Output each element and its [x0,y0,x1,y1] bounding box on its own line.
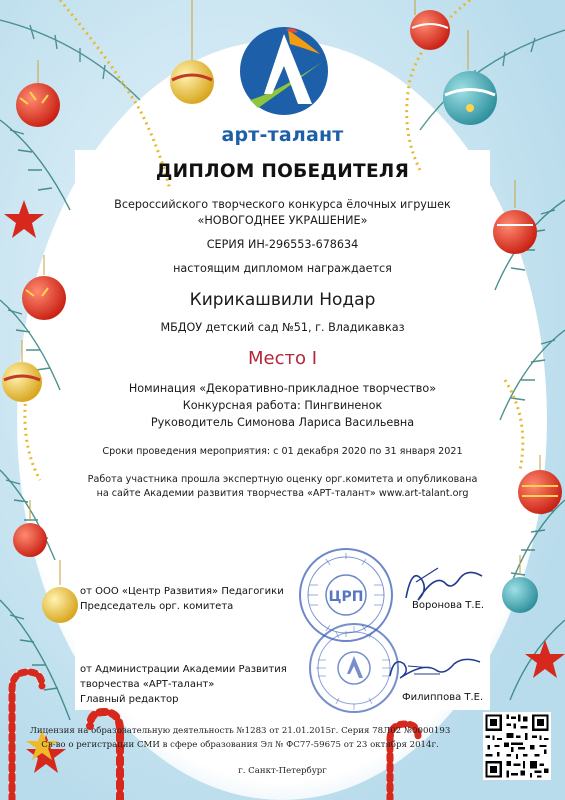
review-line-1: Работа участника прошла экспертную оценку орг.комитета и опубликована [87,474,478,485]
contest-line-2: «НОВОГОДНЕЕ УКРАШЕНИЕ» [197,214,368,227]
signature-org-line: творчества «АРТ-талант» [80,679,215,690]
signatory-name-1: Воронова Т.Е. [412,600,485,611]
qr-code [483,712,551,780]
series-number: СЕРИЯ ИН-296553-678634 [206,238,359,251]
city: г. Санкт-Петербург [238,766,327,776]
signature-org-line: от Администрации Академии Развития [80,664,287,675]
signature-role-line: Главный редактор [80,694,179,705]
review-line-2: на сайте Академии развития творчества «АРТ-талант» www.art-talant.org [96,488,469,499]
nomination: Номинация «Декоративно-прикладное творчество» [128,382,437,395]
winner-name: Кирикашвили Нодар [189,290,376,310]
stamp-center-text: ЦРП [328,589,364,605]
signature-org-line: от ООО «Центр Развития» Педагогики [80,586,284,597]
signature-scribble [384,648,484,688]
event-dates: Сроки проведения мероприятия: с 01 декабря 2020 по 31 января 2021 [102,446,463,457]
contest-line-1: Всероссийского творческого конкурса ёлочных игрушек [114,198,451,211]
institution: МБДОУ детский сад №51, г. Владикавказ [160,321,405,334]
signature-block-2 [80,662,287,707]
brand-name: арт-талант [221,124,344,146]
contest-work: Конкурсная работа: Пингвиненок [182,399,383,412]
signature-role-line: Председатель орг. комитета [80,601,234,612]
license-line-1: Лицензия на образовательную деятельность №1283 от 21.01.2015г. Серия 78Л02 №0000193 [29,726,451,736]
place: Место I [247,348,318,369]
awarded-text: настоящим дипломом награждается [173,262,392,275]
diploma-title: ДИПЛОМ ПОБЕДИТЕЛЯ [155,161,410,182]
license-line-2: Св-во о регистрации СМИ в сфере образования Эл № ФС77-59675 от 23 октября 2014г. [41,740,439,750]
supervisor: Руководитель Симонова Лариса Васильевна [150,416,415,429]
art-talant-logo [228,22,340,120]
signature-block-1 [80,584,284,614]
signatory-name-2: Филиппова Т.Е. [402,692,484,703]
